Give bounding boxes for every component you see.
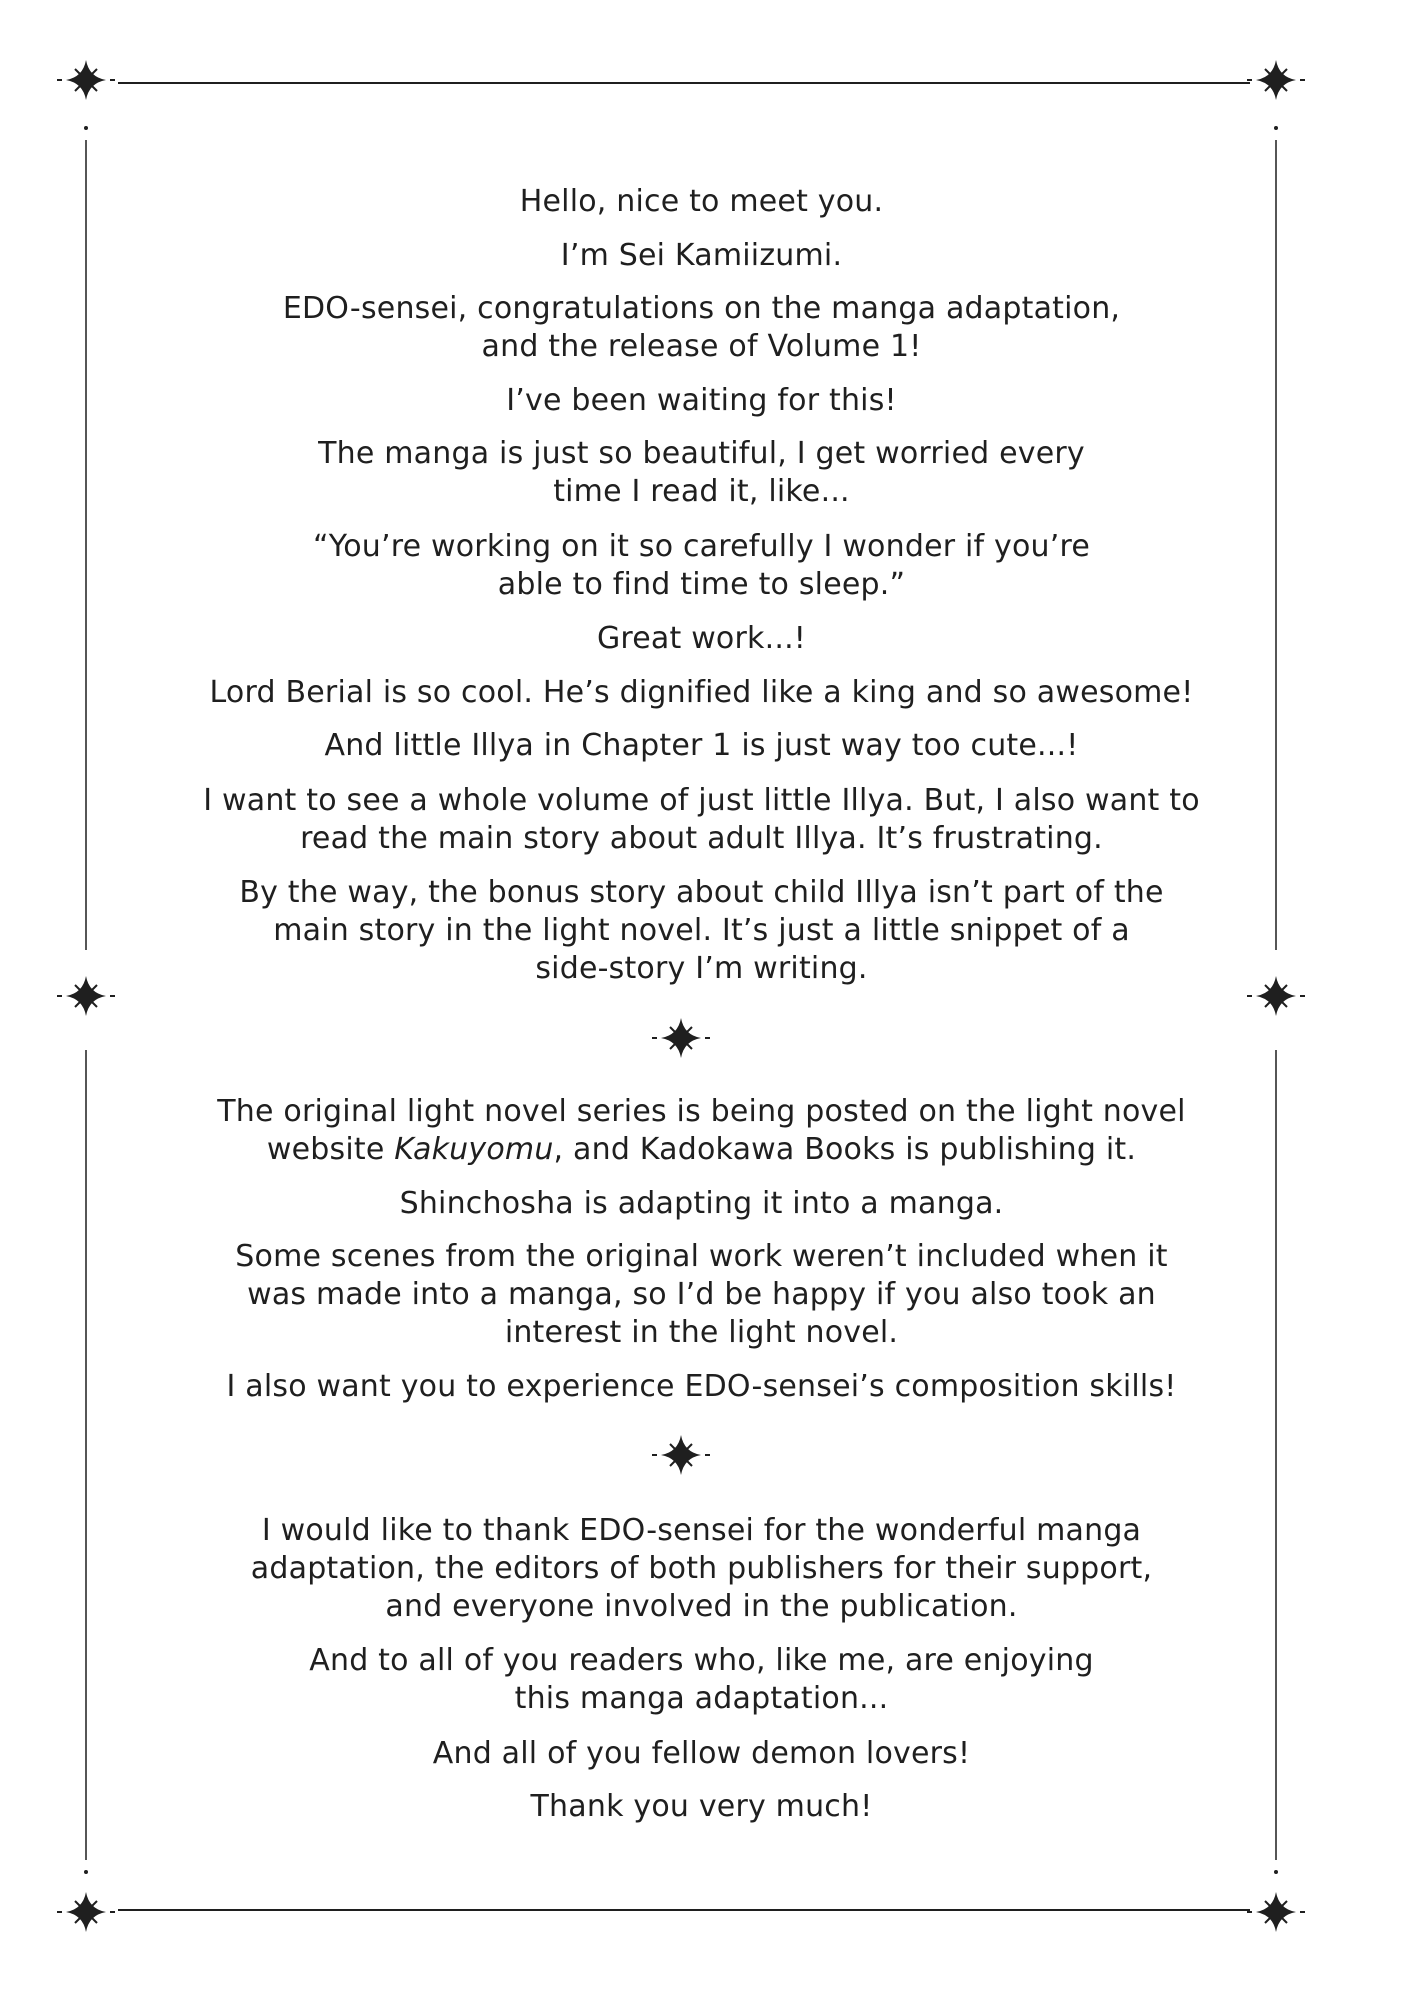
light-novel-text-part2: , and Kadokawa Books is publishing it. (553, 1132, 1137, 1167)
beautiful-manga-paragraph: The manga is just so beautiful, I get worried every time I read it, like... (318, 436, 1085, 509)
author-intro-line: I’m Sei Kamiizumi. (560, 238, 843, 273)
light-novel-text-part1: The original light novel series is being posted on the light novel website (217, 1094, 1186, 1167)
composition-skills-line: I also want you to experience EDO-sensei’s composition skills! (226, 1369, 1177, 1404)
lord-berial-line: Lord Berial is so cool. He’s dignified like a king and so awesome! (209, 675, 1194, 710)
sparkle-icon-mid-left (57, 976, 115, 1016)
sparkle-icon-bottom-left (57, 1892, 115, 1932)
thanks-paragraph: I would like to thank EDO-sensei for the wonderful manga adaptation, the editors of both publishers for their support, and everyone involved in the publication. (250, 1513, 1153, 1624)
sparkle-icon-top-right (1247, 60, 1305, 100)
greeting-line: Hello, nice to meet you. (519, 184, 884, 219)
great-work-line: Great work...! (596, 621, 807, 656)
demon-lovers-line: And all of you fellow demon lovers! (432, 1736, 971, 1771)
bonus-story-paragraph: By the way, the bonus story about child Illya isn’t part of the main story in the light novel. It’s just a little snippet of a side-story I’m writing. (239, 875, 1164, 986)
sparkle-divider-icon-2 (652, 1435, 710, 1475)
thank-you-line: Thank you very much! (530, 1789, 873, 1824)
scenes-paragraph: Some scenes from the original work weren’t included when it was made into a manga, so I’d be happy if you also took an interest in the light novel. (235, 1239, 1168, 1350)
congratulations-paragraph: EDO-sensei, congratulations on the manga adaptation, and the release of Volume 1! (282, 291, 1121, 364)
sleep-quote-paragraph: “You’re working on it so carefully I wonder if you’re able to find time to sleep.” (312, 529, 1091, 602)
sparkle-divider-icon-1 (652, 1018, 710, 1058)
sparkle-icon-bottom-right (1247, 1892, 1305, 1932)
waiting-line: I’ve been waiting for this! (506, 383, 897, 418)
light-novel-paragraph (140, 1093, 1263, 1169)
kakuyomu-website-name: Kakuyomu (394, 1132, 554, 1167)
whole-volume-paragraph: I want to see a whole volume of just little Illya. But, I also want to read the main story about adult Illya. It’s frustrating. (203, 783, 1200, 856)
little-illya-line: And little Illya in Chapter 1 is just way too cute...! (324, 728, 1079, 763)
shinchosha-line: Shinchosha is adapting it into a manga. (399, 1186, 1004, 1221)
readers-paragraph: And to all of you readers who, like me, are enjoying this manga adaptation... (309, 1643, 1094, 1716)
sparkle-icon-top-left (57, 60, 115, 100)
